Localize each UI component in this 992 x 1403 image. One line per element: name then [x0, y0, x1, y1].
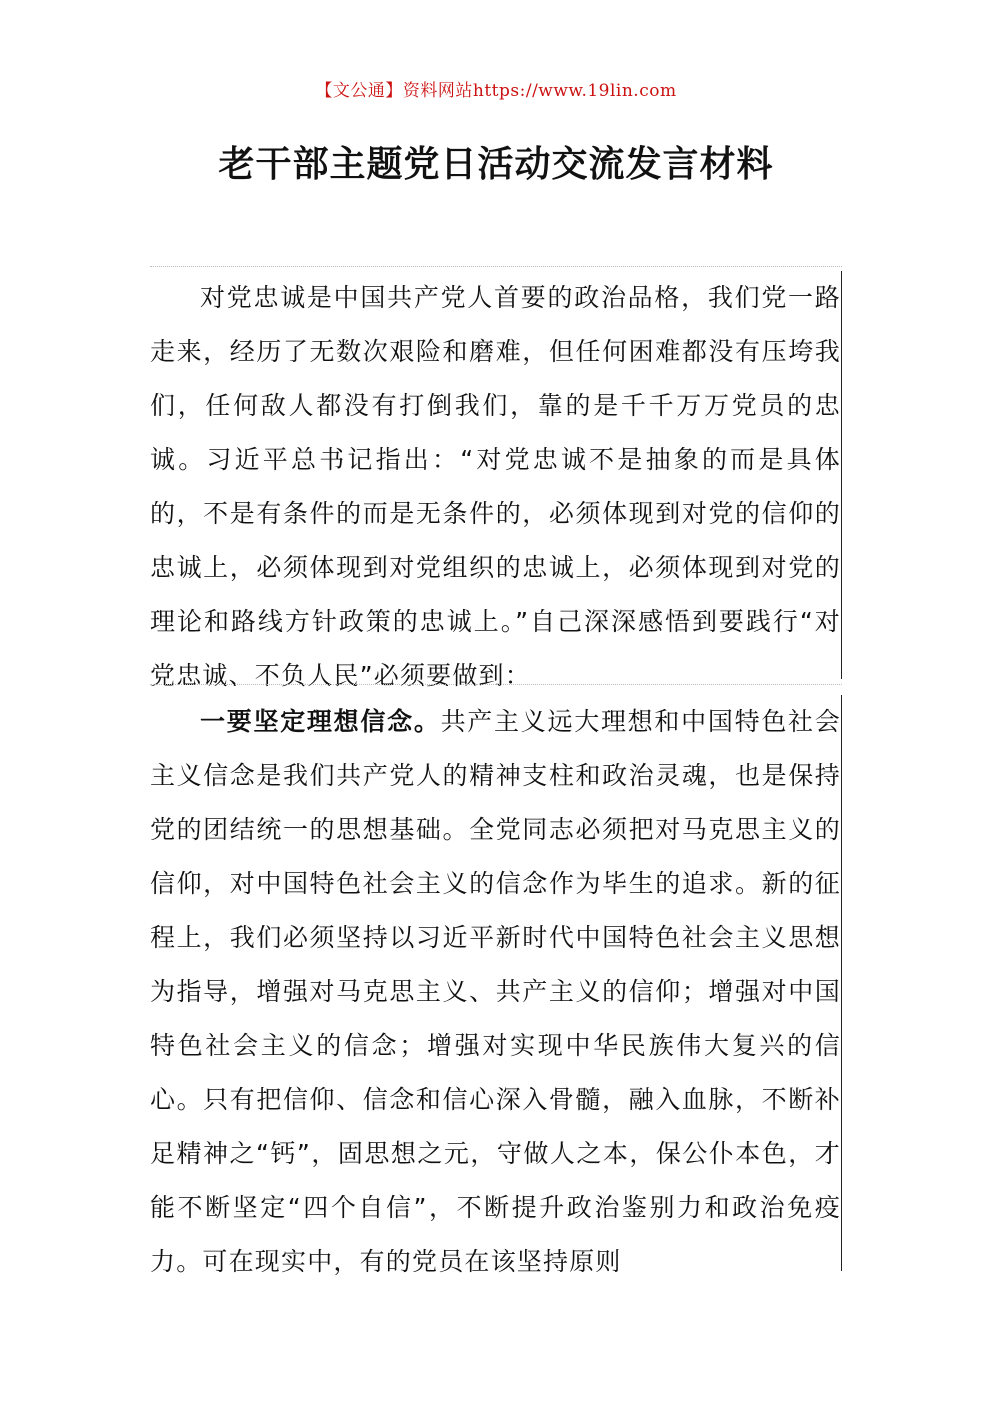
paragraph-point-one-lead: 一要坚定理想信念。: [200, 707, 441, 736]
divider-top: [150, 266, 842, 267]
document-title: 老干部主题党日活动交流发言材料: [218, 143, 774, 185]
paragraph-point-one: [150, 695, 842, 1276]
divider-middle: [150, 684, 842, 685]
header-site-link[interactable]: 【文公通】资料网站https://www.19lin.com: [315, 81, 677, 101]
paragraph-intro: [150, 271, 842, 690]
paragraph-intro-text: 对党忠诚是中国共产党人首要的政治品格，我们党一路走来，经历了无数次艰险和磨难，但任何困难都没有压垮我们，任何敌人都没有打倒我们，靠的是千千万万党员的忠诚。习近平总书记指出：“对党忠诚不是抽象的而是具体的，不是有条件的而是无条件的，必须体现到对党的信仰的忠诚上，必须体现到对党组织的忠诚上，必须体现到对党的理论和路线方针政策的忠诚上。”自己深深感悟到要践行“对党忠诚、不负人民”必须要做到：: [150, 283, 841, 690]
paragraph-point-one-text: 共产主义远大理想和中国特色社会主义信念是我们共产党人的精神支柱和政治灵魂，也是保持党的团结统一的思想基础。全党同志必须把对马克思主义的信仰，对中国特色社会主义的信念作为毕生的追求。新的征程上，我们必须坚持以习近平新时代中国特色社会主义思想为指导，增强对马克思主义、共产主义的信仰；增强对中国特色社会主义的信念；增强对实现中华民族伟大复兴的信心。只有把信仰、信念和信心深入骨髓，融入血脉，不断补足精神之“钙”，固思想之元，守做人之本，保公仆本色，才能不断坚定“四个自信”，不断提升政治鉴别力和政治免疫力。可在现实中，有的党员在该坚持原则: [150, 707, 841, 1276]
